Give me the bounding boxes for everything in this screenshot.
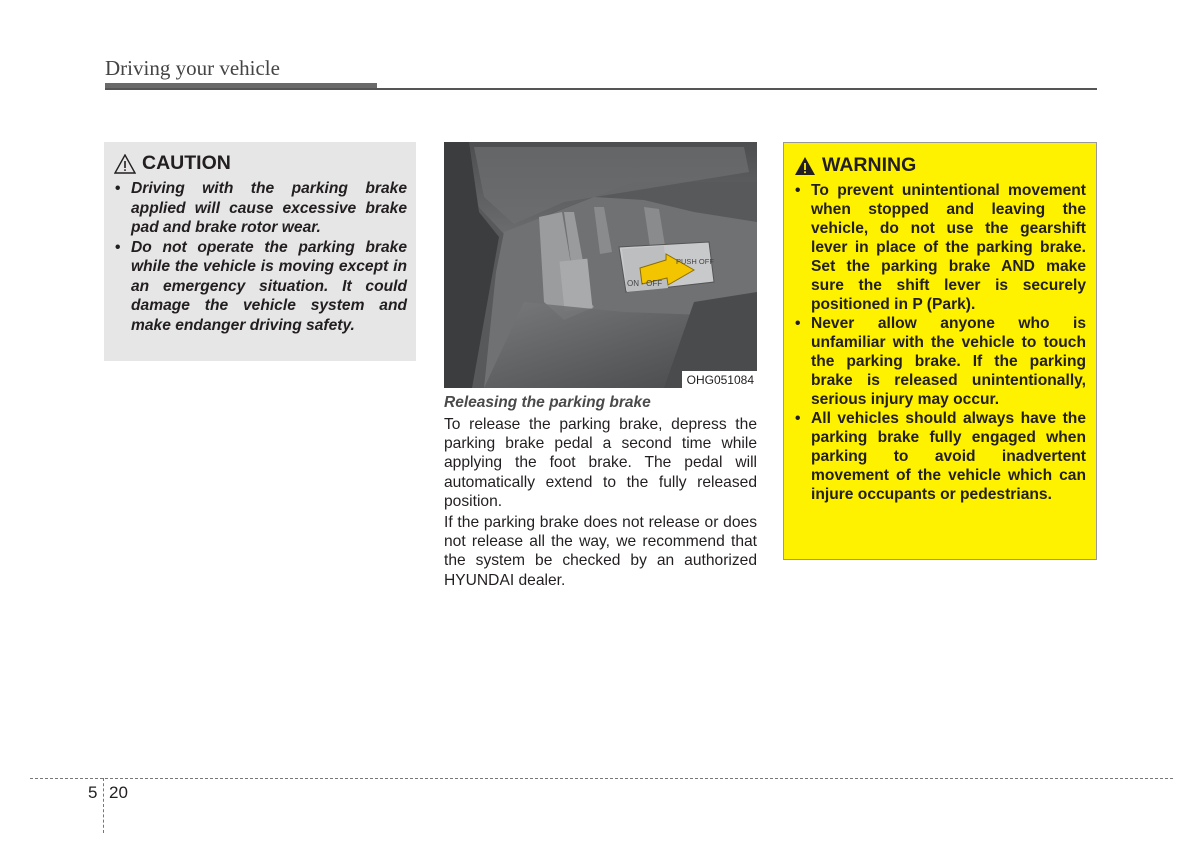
pedal-label-push-off: PUSH OFF: [676, 257, 714, 266]
pedal-label-on-off: ON · OFF: [627, 279, 663, 288]
warning-triangle-icon: [794, 156, 816, 176]
footer-divider: [103, 778, 104, 833]
caution-box: [104, 142, 416, 361]
warning-heading: [794, 154, 1086, 177]
warning-item: • To prevent unintentional movement when stopped and leaving the vehicle, do not use the gearshift lever in place of the parking brake. Set the parking brake AND make sure the shift lever is securely positioned in P (Park).: [794, 181, 1086, 314]
body-paragraph: To release the parking brake, depress the parking brake pedal a second time while applying the foot brake. The pedal will automatically extend to the fully released position.: [444, 416, 757, 510]
warning-title: WARNING: [822, 154, 917, 176]
figure-code: OHG051084: [682, 371, 757, 388]
chapter-number: 5: [88, 783, 98, 802]
warning-item: • Never allow anyone who is unfamiliar with the vehicle to touch the parking brake. If the parking brake is released unintentionally, serious injury may occur.: [794, 314, 1086, 409]
caution-item: • Do not operate the parking brake while the vehicle is moving except in an emergency situation. It could damage the vehicle system and make endanger driving safety.: [114, 238, 407, 336]
warning-list: [794, 181, 1086, 504]
caution-heading: [114, 152, 407, 175]
body-paragraph: If the parking brake does not release or does not release all the way, we recommend that the system be checked by an authorized HYUNDAI dealer.: [444, 514, 757, 589]
warning-box: [783, 142, 1097, 560]
warning-item: • All vehicles should always have the parking brake fully engaged when parking to avoid inadvertent movement of the vehicle which can injure occupants or pedestrians.: [794, 409, 1086, 504]
parking-brake-photo: [444, 142, 757, 388]
page-number: 20: [109, 783, 128, 802]
caution-title: CAUTION: [142, 152, 231, 174]
caution-item: • Driving with the parking brake applied will cause excessive brake pad and brake rotor wear.: [114, 179, 407, 238]
caution-triangle-icon: [114, 154, 136, 174]
figure-caption: Releasing the parking brake: [444, 394, 651, 411]
footer-rule: [30, 778, 1173, 779]
header-rule: [105, 88, 1097, 90]
section-title: Driving your vehicle: [105, 56, 280, 80]
parking-brake-pedal-illustration: [444, 142, 757, 388]
caution-list: [114, 179, 407, 335]
